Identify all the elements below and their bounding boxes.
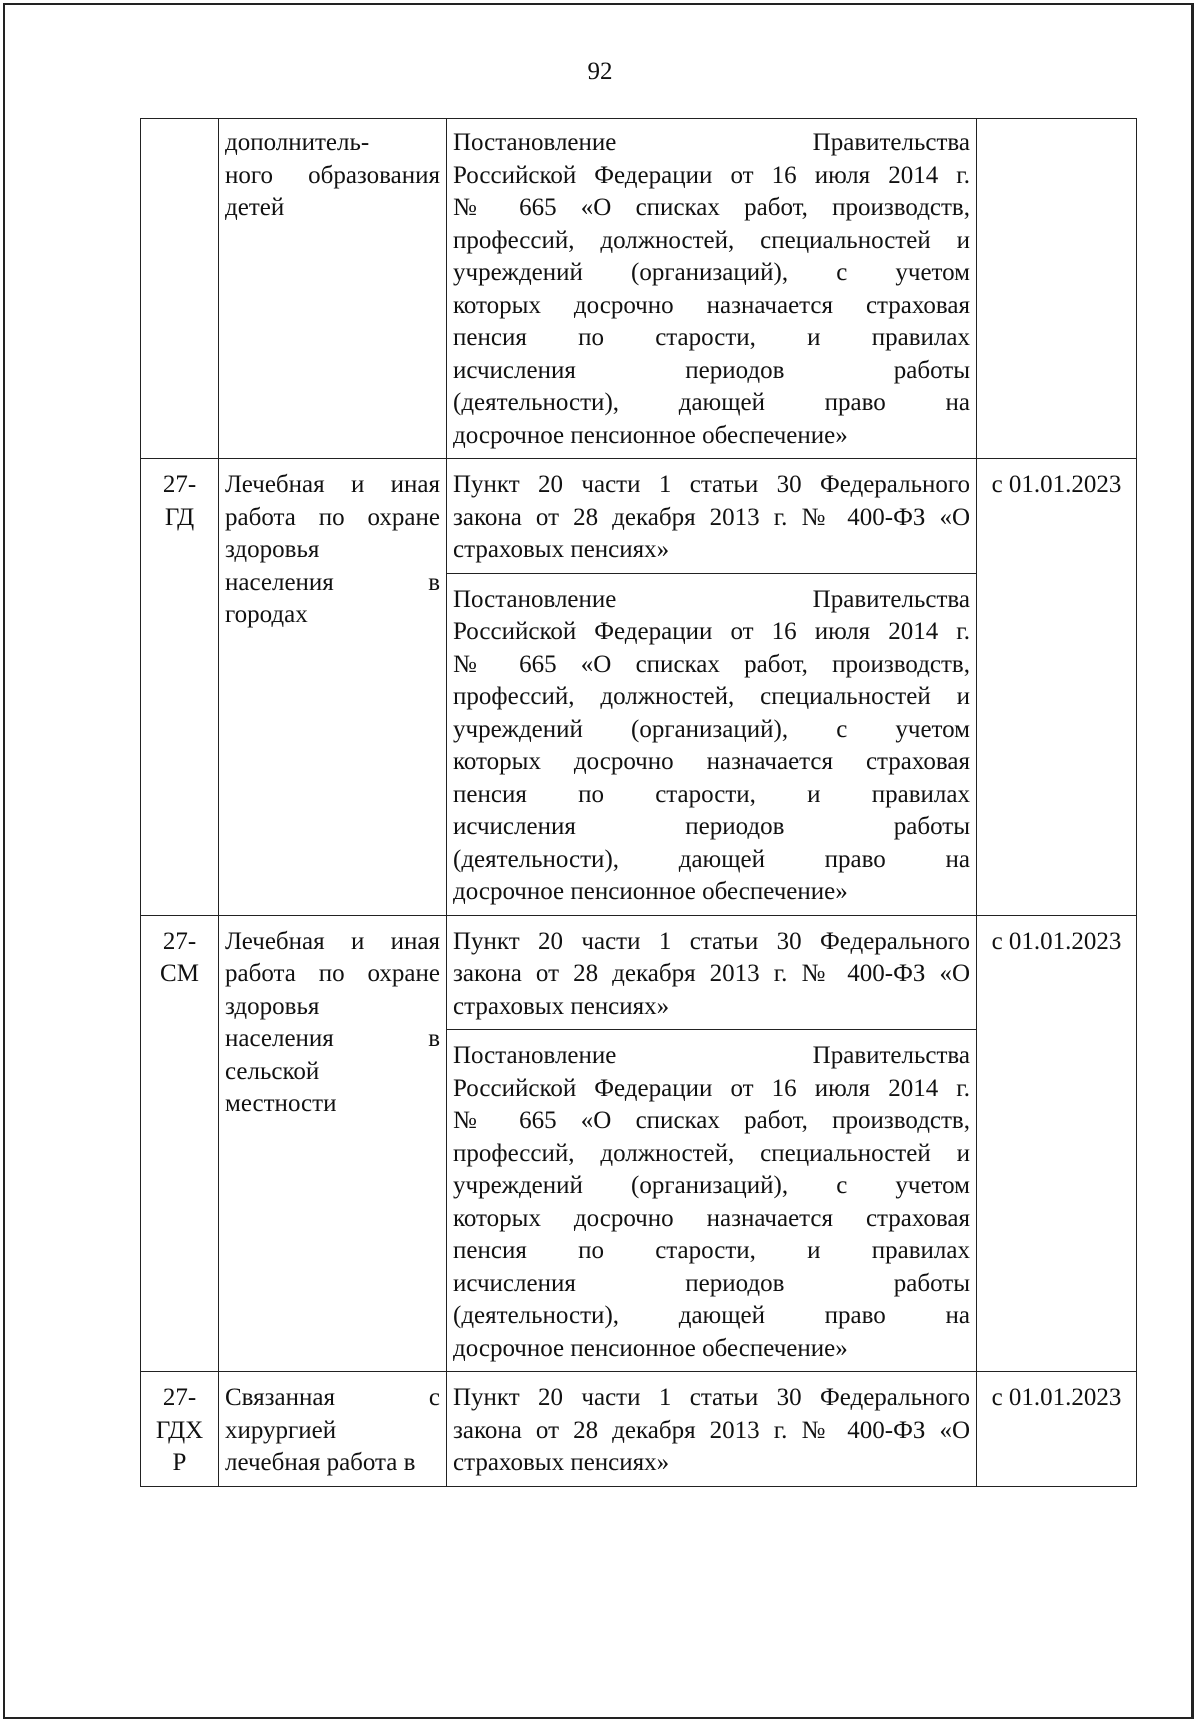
- text-line: страховых пенсиях»: [453, 992, 670, 1020]
- text-line: Российской Федерации от 16 июля 2014 г.: [453, 618, 970, 645]
- text-line: закона от 28 декабря 2013 г. № 400-ФЗ «О: [453, 960, 970, 987]
- activity-line: Лечебная и иная: [225, 471, 440, 498]
- activity-line: местности: [225, 1090, 337, 1117]
- text-line: Постановление Правительства: [453, 1042, 970, 1069]
- text-line: профессий, должностей, специальностей и: [453, 226, 970, 254]
- activity-line: Лечебная и иная: [225, 927, 440, 955]
- text-line: профессий, должностей, специальностей и: [453, 1139, 970, 1167]
- table-row: [141, 459, 1137, 574]
- text-line: учреждений (организаций), с учетом: [453, 259, 970, 286]
- effective-date-cell: с 01.01.2023: [977, 915, 1137, 1372]
- row-number-line: 27-: [162, 471, 197, 498]
- text-line: досрочное пенсионное обеспечение»: [453, 421, 848, 449]
- text-line: досрочное пенсионное обеспечение»: [453, 878, 848, 905]
- effective-date-cell: [977, 119, 1137, 459]
- text-line: Пункт 20 части 1 статьи 30 Федерального: [453, 471, 970, 498]
- text-line: Российской Федерации от 16 июля 2014 г.: [453, 1074, 970, 1102]
- text-line: досрочное пенсионное обеспечение»: [453, 1334, 848, 1362]
- activity-line: работа по охране: [225, 503, 440, 531]
- text-line: пенсия по старости, и правилах: [453, 324, 970, 351]
- activity-line: населения в: [225, 1025, 440, 1052]
- activity-line: городах: [225, 601, 308, 628]
- text-line: (деятельности), дающей право на: [453, 845, 970, 873]
- activity-line: населения в: [225, 568, 440, 596]
- text-line: Пункт 20 части 1 статьи 30 Федерального: [453, 927, 970, 955]
- activity-line: детей: [225, 194, 285, 221]
- activity-line: ного образования: [225, 161, 440, 189]
- activity-line: Связанная с: [225, 1384, 440, 1411]
- row-number-cell: [141, 119, 219, 459]
- activity-line: хирургией: [225, 1416, 337, 1444]
- text-line: Постановление Правительства: [453, 129, 970, 156]
- text-line: № 665 «О списках работ, производств,: [453, 650, 970, 678]
- text-line: исчисления периодов работы: [453, 356, 970, 384]
- activity-cell: [219, 915, 447, 1372]
- activity-cell: [219, 119, 447, 459]
- document-table: [140, 118, 1137, 1487]
- text-line: пенсия по старости, и правилах: [453, 780, 970, 808]
- table-row: [141, 119, 1137, 459]
- legal-basis-cell: [447, 459, 977, 574]
- text-line: Пункт 20 части 1 статьи 30 Федерального: [453, 1384, 970, 1411]
- activity-line: лечебная работа в: [225, 1449, 416, 1476]
- activity-line: работа по охране: [225, 960, 440, 987]
- text-line: пенсия по старости, и правилах: [453, 1237, 970, 1264]
- activity-cell: [219, 459, 447, 916]
- legal-basis-cell: [447, 573, 977, 915]
- effective-date-cell: с 01.01.2023: [977, 459, 1137, 916]
- activity-line: здоровья: [225, 992, 320, 1020]
- row-number-line: ГДХ: [155, 1416, 204, 1444]
- text-line: исчисления периодов работы: [453, 1269, 970, 1297]
- row-number-cell: [141, 459, 219, 916]
- text-line: (деятельности), дающей право на: [453, 389, 970, 416]
- text-line: которых досрочно назначается страховая: [453, 1204, 970, 1232]
- text-line: № 665 «О списках работ, производств,: [453, 1107, 970, 1134]
- row-number-line: ГД: [164, 503, 195, 531]
- legal-basis-cell: [447, 1372, 977, 1487]
- table-row: [141, 915, 1137, 1030]
- row-number-line: Р: [172, 1449, 187, 1476]
- row-number-line: СМ: [160, 960, 199, 987]
- text-line: закона от 28 декабря 2013 г. № 400-ФЗ «О: [453, 1416, 970, 1444]
- activity-line: дополнитель-: [225, 129, 370, 156]
- text-line: страховых пенсиях»: [453, 536, 670, 563]
- text-line: учреждений (организаций), с учетом: [453, 715, 970, 743]
- text-line: которых досрочно назначается страховая: [453, 748, 970, 775]
- activity-line: сельской: [225, 1057, 320, 1085]
- text-line: (деятельности), дающей право на: [453, 1302, 970, 1329]
- text-line: страховых пенсиях»: [453, 1449, 670, 1476]
- text-line: закона от 28 декабря 2013 г. № 400-ФЗ «О: [453, 503, 970, 531]
- row-number-line: 27-: [162, 1384, 197, 1411]
- table-row: [141, 1372, 1137, 1487]
- legal-basis-cell: [447, 1030, 977, 1372]
- row-number-cell: [141, 915, 219, 1372]
- legal-basis-cell: [447, 915, 977, 1030]
- text-line: которых досрочно назначается страховая: [453, 291, 970, 319]
- row-number-line: 27-: [162, 927, 197, 955]
- activity-line: здоровья: [225, 536, 320, 563]
- text-line: Российской Федерации от 16 июля 2014 г.: [453, 161, 970, 189]
- row-number-cell: [141, 1372, 219, 1487]
- page-number: 92: [587, 58, 613, 85]
- text-line: исчисления периодов работы: [453, 813, 970, 840]
- text-line: № 665 «О списках работ, производств,: [453, 194, 970, 221]
- effective-date-cell: с 01.01.2023: [977, 1372, 1137, 1487]
- activity-cell: [219, 1372, 447, 1487]
- legal-basis-cell: [447, 119, 977, 459]
- text-line: профессий, должностей, специальностей и: [453, 683, 970, 710]
- text-line: учреждений (организаций), с учетом: [453, 1172, 970, 1199]
- text-line: Постановление Правительства: [453, 585, 970, 613]
